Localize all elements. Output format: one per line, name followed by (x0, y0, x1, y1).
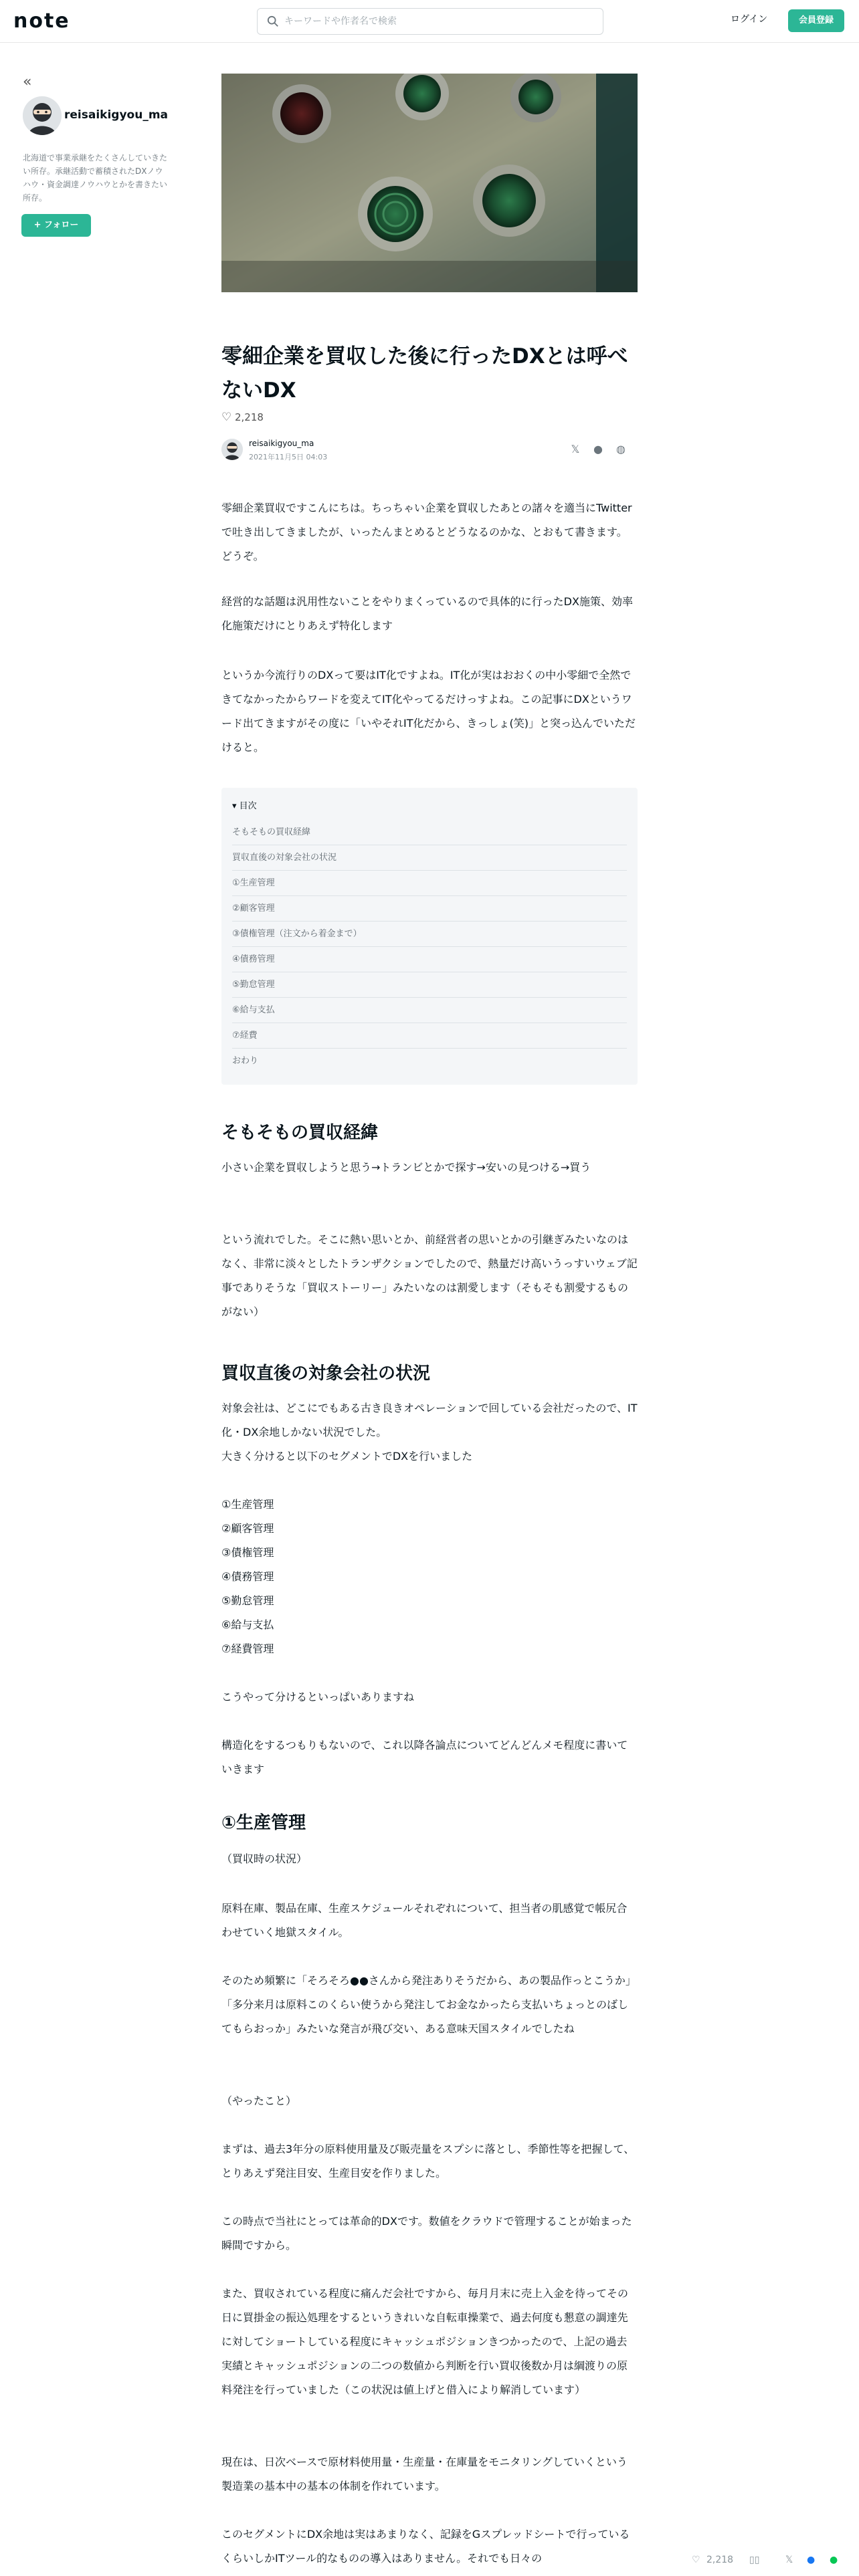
like-count-value: 2,218 (235, 411, 264, 423)
section1-paragraph-1: 小さい企業を買収しようと思う→トランビとかで探す→安いの見つける→買う (221, 1161, 591, 1174)
intro-paragraph-3: というか今流行りのDXって要はIT化ですよね。IT化が実はおおくの中小零細で全然できてなかったからワードを変えてIT化やってるだけっすよね。この記事にDXというワード出てきますがその度に「いやそれIT化だから、きっしょ(笑)」と突っ込んでいただけると。 (221, 669, 636, 754)
bottom-like-count: 2,218 (706, 2555, 734, 2565)
toc-item[interactable]: そもそもの買収経緯 (232, 820, 627, 845)
line-share-icon[interactable]: ◍ (616, 443, 626, 455)
search-box[interactable] (257, 8, 603, 35)
magazine-icon[interactable]: ▯▯ (749, 2555, 760, 2565)
section3-paragraph-9: このセグメントにDX余地は実はあまりなく、記録をGスプレッドシートで行っているくらいしかITツール的なものの導入はありません。それでも日々の (221, 2528, 630, 2565)
section3-paragraph-1: （買収時の状況） (221, 1852, 308, 1865)
line-share-icon[interactable]: ● (830, 2555, 838, 2565)
x-share-icon[interactable]: 𝕏 (785, 2555, 793, 2565)
section3-paragraph-2: 原料在庫、製品在庫、生産スケジュールそれぞれについて、担当者の肌感覚で帳尻合わせていく地獄スタイル。 (221, 1902, 628, 1939)
toc-item[interactable]: ⑦経費 (232, 1023, 627, 1049)
follow-label: フォロー (44, 220, 79, 230)
ninja-avatar-icon (23, 96, 62, 135)
section-heading-status: 買収直後の対象会社の状況 (221, 1364, 431, 1384)
avatar[interactable] (23, 96, 62, 135)
bottom-action-bar (689, 2547, 859, 2576)
sidebar-bio: 北海道で事業承継をたくさんしていきたい所存。承継活動で蓄積されたDXノウハウ・資金調達ノウハウとかを書きたい所存。 (23, 153, 168, 203)
signup-button[interactable]: 会員登録 (788, 9, 844, 32)
section3-paragraph-3: そのため頻繁に「そろそろ●●さんから発注ありそうだから、あの製品作っとこうか」「多分来月は原料このくらい使うから発注してお金なかったら支払いちょっとのばしてもらおっか」みたいな発言が飛び交い、ある意味天国スタイルでしたね (221, 1974, 636, 2035)
ninja-avatar-icon (221, 439, 243, 460)
intro-paragraph-2: 経営的な話題は汎用性ないことをやりまくっているので具体的に行ったDX施策、効率化施策だけにとりあえず特化します (221, 595, 633, 632)
article-title: 零細企業を買収した後に行ったDXとは呼べないDX (221, 344, 628, 403)
toc-heading[interactable]: ▾ 目次 (232, 801, 257, 811)
section3-paragraph-5: まずは、過去3年分の原料使用量及び販売量をスプシに落とし、季節性等を把握して、とりあえず発注目安、生産目安を作りました。 (221, 2143, 635, 2179)
heart-icon[interactable]: ♡ (221, 411, 232, 424)
like-count[interactable] (221, 411, 264, 424)
sidebar-username[interactable]: reisaikigyou_ma (64, 108, 169, 122)
section3-paragraph-7: また、買収されている程度に痛んだ会社ですから、毎月月末に売上入金を待ってその日に買掛金の振込処理をするというきれいな自転車操業で、過去何度も懇意の調達先に対してショートしている程度にキャッシュポジションきつかったので、上記の過去実績とキャッシュポジションの二つの数値から判断を行い買収後数か月は綱渡りの原料発注を行っていました（この状況は値上げと借入により解消しています） (221, 2287, 629, 2396)
segment-list-item: ⑥給与支払 (221, 1618, 274, 1631)
segment-list-item: ④債務管理 (221, 1570, 274, 1583)
follow-button[interactable] (21, 214, 91, 237)
site-header (0, 0, 859, 43)
x-share-icon[interactable]: 𝕏 (571, 443, 580, 455)
section3-paragraph-4: （やったこと） (221, 2095, 297, 2107)
segment-list-item: ②顧客管理 (221, 1522, 274, 1535)
facebook-share-icon[interactable]: ● (807, 2555, 816, 2565)
section3-paragraph-8: 現在は、日次ベースで原材料使用量・生産量・在庫量をモニタリングしていくという製造業の基本中の基本の体制を作れています。 (221, 2456, 628, 2492)
heart-icon[interactable]: ♡ (692, 2555, 700, 2565)
segment-list-item: ⑤勤怠管理 (221, 1594, 274, 1607)
section-heading-production: ①生産管理 (221, 1813, 306, 1833)
segment-list-item: ⑦経費管理 (221, 1642, 274, 1655)
search-icon (267, 15, 279, 27)
facebook-share-icon[interactable]: ● (593, 443, 603, 455)
toc-item[interactable]: ⑤勤怠管理 (232, 972, 627, 998)
toc-item[interactable]: ④債務管理 (232, 947, 627, 972)
author-name[interactable]: reisaikigyou_ma (249, 439, 314, 448)
section2-paragraph-2: 大きく分けると以下のセグメントでDXを行いました (221, 1450, 473, 1463)
section-heading-acquisition: そもそもの買収経緯 (221, 1123, 379, 1143)
search-input[interactable] (284, 13, 592, 30)
section2-paragraph-4: 構造化をするつもりもないので、これ以降各論点についてどんどんメモ程度に書いていきます (221, 1739, 628, 1776)
hero-image (221, 74, 638, 292)
author-avatar[interactable] (221, 439, 243, 460)
section2-paragraph-1: 対象会社は、どこにでもある古き良きオペレーションで回している会社だったので、IT化・DX余地しかない状況でした。 (221, 1402, 638, 1438)
segment-list-item: ①生産管理 (221, 1498, 274, 1511)
table-of-contents (221, 788, 638, 1085)
intro-paragraph-1: 零細企業買収ですこんにちは。ちっちゃい企業を買収したあとの諸々を適当にTwitterで吐き出してきましたが、いったんまとめるとどうなるのかな、とおもて書きます。どうぞ。 (221, 502, 632, 562)
publish-date: 2021年11月5日 04:03 (249, 453, 328, 461)
segment-list-item: ③債権管理 (221, 1546, 274, 1559)
section2-paragraph-3: こうやって分けるといっぱいありますね (221, 1691, 415, 1703)
section1-paragraph-2: という流れでした。そこに熱い思いとか、前経営者の思いとかの引継ぎみたいなのはなく、非常に淡々としたトランザクションでしたので、熱量だけ高いうっすいウェブ記事でありそうな「買収ストーリー」みたいなのは割愛します（そもそも割愛するものがない） (221, 1233, 638, 1318)
control-panel-photo (221, 74, 638, 292)
toc-item[interactable]: 買収直後の対象会社の状況 (232, 845, 627, 871)
toc-heading-label: 目次 (239, 801, 257, 811)
toc-item[interactable]: ⑥給与支払 (232, 998, 627, 1023)
note-logo[interactable]: note (13, 9, 70, 33)
toc-item[interactable]: ①生産管理 (232, 871, 627, 896)
follow-user-icon: + (33, 220, 45, 230)
login-link[interactable]: ログイン (731, 14, 768, 25)
section3-paragraph-6: この時点で当社にとっては革命的DXです。数値をクラウドで管理することが始まった瞬間ですから。 (221, 2215, 632, 2252)
toc-item[interactable]: おわり (232, 1056, 259, 1066)
toc-item[interactable]: ②顧客管理 (232, 896, 627, 922)
collapse-sidebar-icon[interactable]: « (23, 74, 32, 90)
toc-item[interactable]: ③債権管理（注文から着金まで） (232, 922, 627, 947)
